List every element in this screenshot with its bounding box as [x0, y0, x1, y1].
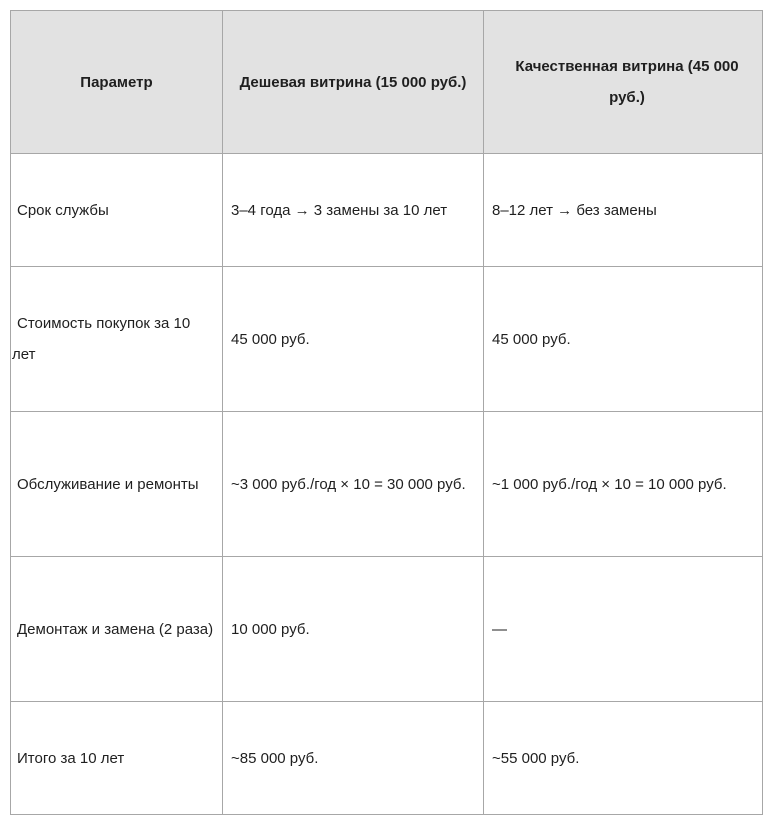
- cheap-value: ~3 000 руб./год × 10 = 30 000 руб.: [223, 412, 484, 557]
- quality-value: 45 000 руб.: [484, 267, 763, 412]
- quality-value: 8–12 лет → без замены: [484, 154, 763, 267]
- quality-value: ~55 000 руб.: [484, 702, 763, 815]
- cheap-value: 3–4 года → 3 замены за 10 лет: [223, 154, 484, 267]
- quality-value: —: [484, 557, 763, 702]
- comparison-table: [10, 10, 763, 815]
- header-quality-showcase: Качественная витрина (45 000 руб.): [484, 11, 763, 154]
- row-label-purchase-cost: Стоимость покупок за 10 лет: [11, 267, 223, 412]
- header-parameter: Параметр: [11, 11, 223, 154]
- row-label-maintenance: Обслуживание и ремонты: [11, 412, 223, 557]
- cheap-value: ~85 000 руб.: [223, 702, 484, 815]
- row-label-service-life: Срок службы: [11, 154, 223, 267]
- cheap-value: 10 000 руб.: [223, 557, 484, 702]
- quality-value: ~1 000 руб./год × 10 = 10 000 руб.: [484, 412, 763, 557]
- row-label-total: Итого за 10 лет: [11, 702, 223, 815]
- header-cheap-showcase: Дешевая витрина (15 000 руб.): [223, 11, 484, 154]
- table-row: [11, 267, 763, 412]
- header-row: [11, 11, 763, 154]
- row-label-dismantling: Демонтаж и замена (2 раза): [11, 557, 223, 702]
- table-row: [11, 154, 763, 267]
- table-row: [11, 702, 763, 815]
- table-body: [11, 154, 763, 815]
- table-header: [11, 11, 763, 154]
- table-row: [11, 557, 763, 702]
- cheap-value: 45 000 руб.: [223, 267, 484, 412]
- table-row: [11, 412, 763, 557]
